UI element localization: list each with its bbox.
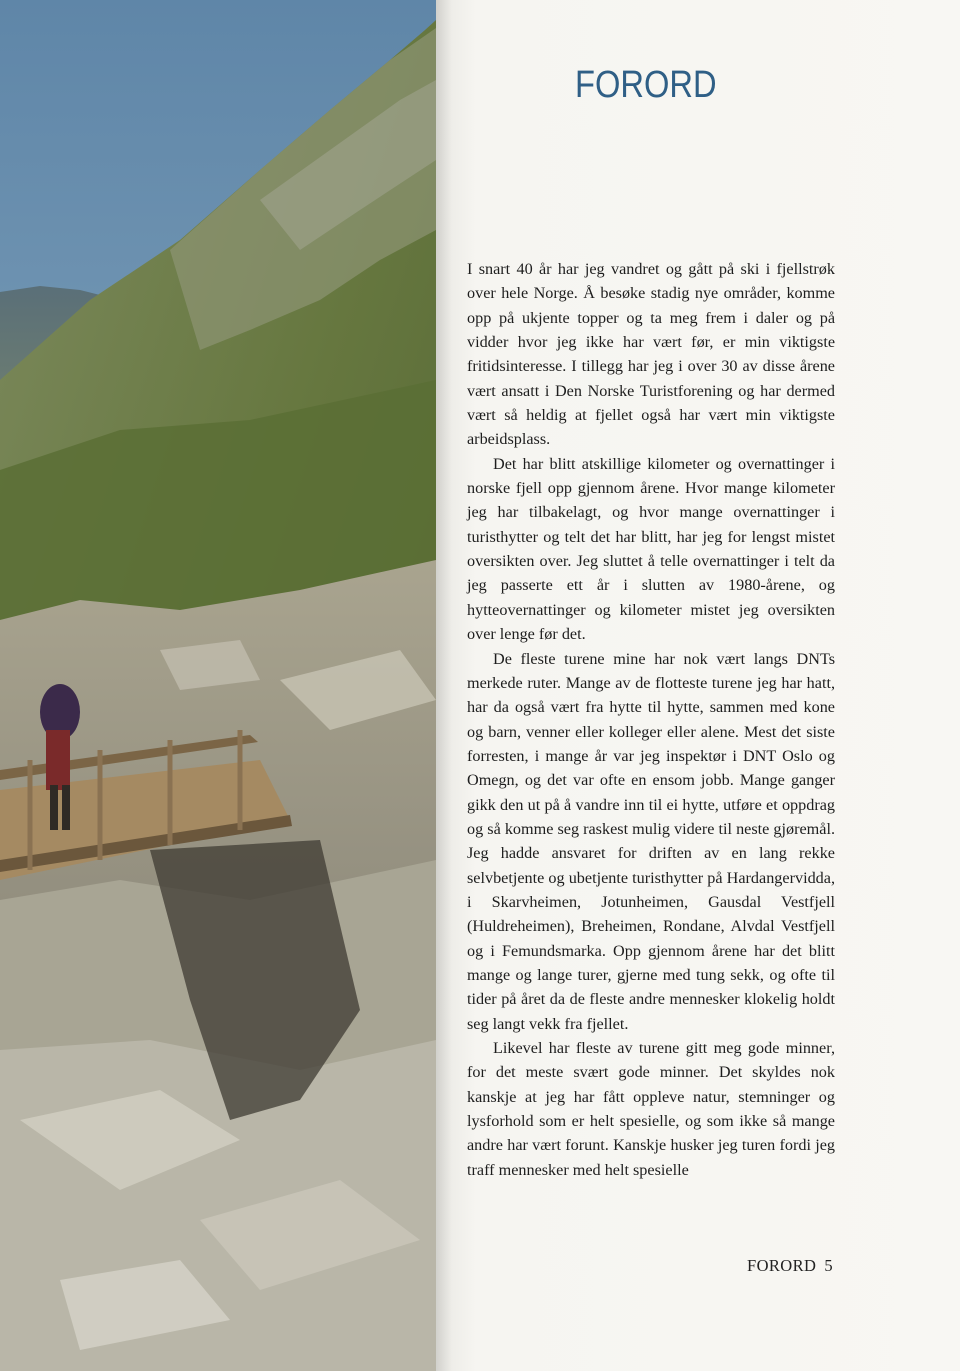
footer-section-title: FORORD: [747, 1256, 817, 1275]
paragraph-2: Det har blitt atskillige kilometer og overnattinger i norske fjell opp gjennom årene. Hvor mange kilometer jeg har tilbakelagt, og hvor mange overnattinger i turisthytter og telt det har blitt, har jeg for lengst mistet oversikten over. Jeg sluttet å telle overnattinger i telt da jeg passerte ett år i slutten av 1980-årene, og hytteovernattinger og kilometer mistet jeg oversikten over lenge før det.: [467, 454, 835, 644]
page-footer: [747, 1256, 833, 1276]
paragraph-4: Likevel har fleste av turene gitt meg gode minner, for det meste svært gode minner. Det skyldes nok kanskje at jeg har fått oppleve natur, stemninger og lysforhold som er helt spesielle, og som ikke så mange andre har vært forunt. Kanskje husker jeg turen fordi jeg traff mennesker med helt spesielle: [467, 1039, 835, 1179]
chapter-title: FORORD: [575, 64, 717, 106]
page-number: 5: [824, 1256, 833, 1275]
page-gutter-shadow: [436, 0, 452, 1371]
mountain-photo-illustration: [0, 0, 436, 1371]
paragraph-1: I snart 40 år har jeg vandret og gått på ski i fjellstrøk over hele Norge. Å besøke stadig nye områder, komme opp på ukjente topper og ta meg frem i daler og på vidder hvor jeg ikke har vært før, er min viktigste fritidsinteresse. I tillegg har jeg i over 30 av disse årene vært ansatt i Den Norske Turistforening og har dermed vært så heldig at fjellet også har vært min viktigste arbeidsplass.: [467, 260, 835, 449]
paragraph-3: De fleste turene mine har nok vært langs DNTs merkede ruter. Mange av de flotteste turene jeg har hatt, har da også vært fra hytte til hytte, sammen med kone og barn, venner eller kolleger eller alene. Mest det siste forresten, i mange år var jeg inspektør i DNT Oslo og Omegn, og det var ofte en ensom jobb. Mange ganger gikk den ut på å vandre inn til ei hytte, utføre et oppdrag og så komme seg raskest mulig videre til neste gjøremål. Jeg hadde ansvaret for driften av en lang rekke selvbetjente og ubetjente turisthytter på Hardangervidda, i Skarvheimen, Jotunheimen, Gausdal Vestfjell (Huldreheimen), Breheimen, Rondane, Alvdal Vestfjell og i Femundsmarka. Opp gjennom årene har det blitt mange og lange turer, gjerne med tung sekk, og ofte til tider på året da de fleste andre mennesker klokelig holdt seg langt vekk fra fjellet.: [467, 649, 835, 1033]
body-text: [467, 257, 835, 1182]
mountain-photo: [0, 0, 436, 1371]
